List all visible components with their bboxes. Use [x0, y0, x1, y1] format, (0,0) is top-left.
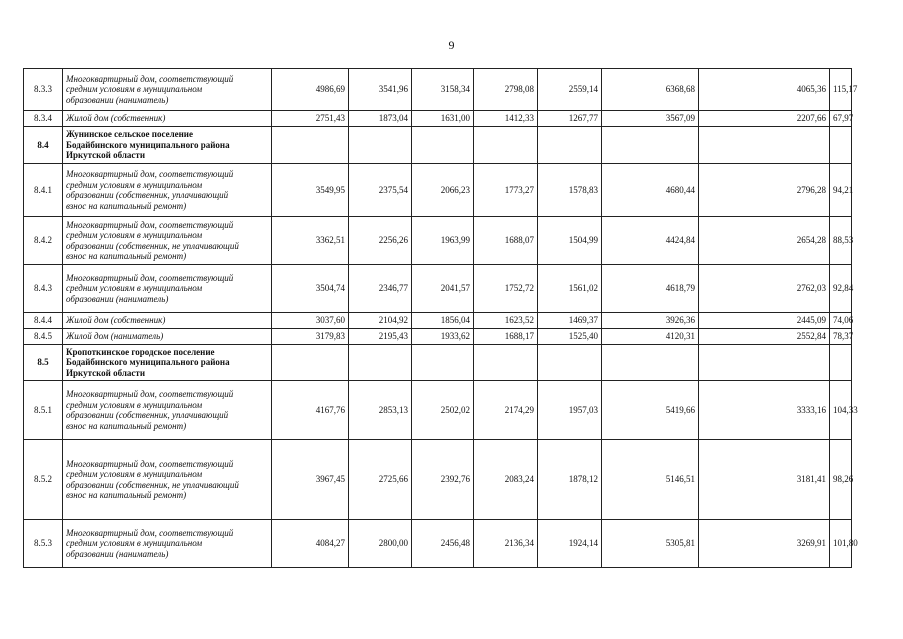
row-description: [63, 111, 272, 127]
description-line: средним условиям в муниципальном: [66, 179, 203, 190]
value-cell: 1623,52: [474, 313, 538, 329]
value-cell: [349, 345, 412, 381]
description-line: образовании (наниматель): [66, 548, 169, 559]
table-row: [24, 520, 852, 568]
value-cell: 2456,48: [412, 520, 474, 568]
value-cell: 5146,51: [602, 440, 699, 520]
description-line: Иркутской области: [66, 367, 146, 378]
table-row: [24, 69, 852, 111]
description-line: образовании (собственник, не уплачивающий: [66, 479, 239, 490]
value-cell: 4424,84: [602, 217, 699, 265]
row-code: 8.5.2: [24, 440, 63, 520]
value-cell: 2559,14: [538, 69, 602, 111]
description-line: образовании (собственник, не уплачивающий: [66, 240, 239, 251]
row-description: [63, 313, 272, 329]
value-cell: 3037,60: [272, 313, 349, 329]
value-cell: 2256,26: [349, 217, 412, 265]
value-cell: 3926,36: [602, 313, 699, 329]
value-cell: [538, 127, 602, 164]
value-cell: 1856,04: [412, 313, 474, 329]
value-cell: [602, 345, 699, 381]
row-code: 8.5.1: [24, 381, 63, 440]
value-cell: [830, 127, 852, 164]
table-row: [24, 440, 852, 520]
value-cell: 1561,02: [538, 265, 602, 313]
value-cell: [412, 127, 474, 164]
value-cell: 4120,31: [602, 329, 699, 345]
row-description: [63, 520, 272, 568]
description-line: Жилой дом (собственник): [66, 315, 166, 326]
value-cell: 2375,54: [349, 164, 412, 217]
description-line: Многоквартирный дом, соответствующий: [66, 527, 234, 538]
value-cell: 4065,36: [699, 69, 830, 111]
value-cell: 2104,92: [349, 313, 412, 329]
value-cell: 2066,23: [412, 164, 474, 217]
value-cell: 2136,34: [474, 520, 538, 568]
description-line: Многоквартирный дом, соответствующий: [66, 389, 234, 399]
value-cell: 1631,00: [412, 111, 474, 127]
value-cell: [474, 127, 538, 164]
value-cell: 2751,43: [272, 111, 349, 127]
row-code: 8.4.3: [24, 265, 63, 313]
value-cell: 3158,34: [412, 69, 474, 111]
table-row: [24, 329, 852, 345]
value-cell: 2725,66: [349, 440, 412, 520]
value-cell: 4680,44: [602, 164, 699, 217]
value-cell: 2392,76: [412, 440, 474, 520]
row-description: [63, 440, 272, 520]
value-cell: 6368,68: [602, 69, 699, 111]
value-cell: 3504,74: [272, 265, 349, 313]
value-cell: 94,21: [830, 164, 852, 217]
description-line: образовании (наниматель): [66, 94, 169, 105]
value-cell: [474, 345, 538, 381]
row-code: 8.3.3: [24, 69, 63, 111]
table-row: [24, 265, 852, 313]
value-cell: 3179,83: [272, 329, 349, 345]
description-line: взнос на капитальный ремонт): [66, 200, 187, 211]
value-cell: 1957,03: [538, 381, 602, 440]
value-cell: 98,26: [830, 440, 852, 520]
description-line: образовании (наниматель): [66, 293, 169, 304]
value-cell: 2654,28: [699, 217, 830, 265]
description-line: Кропоткинское городское поселение: [66, 346, 215, 357]
value-cell: 3362,51: [272, 217, 349, 265]
section-row: [24, 345, 852, 381]
table-row: [24, 217, 852, 265]
value-cell: 2195,43: [349, 329, 412, 345]
description-line: Многоквартирный дом, соответствующий: [66, 73, 234, 84]
value-cell: 2798,08: [474, 69, 538, 111]
description-line: взнос на капитальный ремонт): [66, 251, 187, 261]
value-cell: 115,17: [830, 69, 852, 111]
value-cell: 92,84: [830, 265, 852, 313]
value-cell: 2041,57: [412, 265, 474, 313]
row-code: 8.4.5: [24, 329, 63, 345]
value-cell: 4618,79: [602, 265, 699, 313]
value-cell: [349, 127, 412, 164]
value-cell: 1752,72: [474, 265, 538, 313]
description-line: Многоквартирный дом, соответствующий: [66, 219, 234, 230]
row-description: [63, 69, 272, 111]
description-line: Многоквартирный дом, соответствующий: [66, 169, 234, 179]
value-cell: 2800,00: [349, 520, 412, 568]
value-cell: [699, 127, 830, 164]
value-cell: 88,53: [830, 217, 852, 265]
value-cell: 2762,03: [699, 265, 830, 313]
value-cell: 78,37: [830, 329, 852, 345]
value-cell: 5419,66: [602, 381, 699, 440]
table-row: [24, 164, 852, 217]
value-cell: 1578,83: [538, 164, 602, 217]
row-description: [63, 345, 272, 381]
description-line: образовании (собственник, уплачивающий: [66, 190, 229, 200]
table-row: [24, 381, 852, 440]
value-cell: 1873,04: [349, 111, 412, 127]
description-line: Бодайбинского муниципального района: [66, 357, 230, 368]
value-cell: [272, 345, 349, 381]
value-cell: [602, 127, 699, 164]
value-cell: 4986,69: [272, 69, 349, 111]
value-cell: 1469,37: [538, 313, 602, 329]
value-cell: 2853,13: [349, 381, 412, 440]
value-cell: 1688,17: [474, 329, 538, 345]
value-cell: 1504,99: [538, 217, 602, 265]
value-cell: 1963,99: [412, 217, 474, 265]
row-description: [63, 127, 272, 164]
table-row: [24, 313, 852, 329]
row-description: [63, 164, 272, 217]
row-code: 8.5.3: [24, 520, 63, 568]
row-code: 8.4.4: [24, 313, 63, 329]
row-code: 8.4: [24, 127, 63, 164]
value-cell: 104,33: [830, 381, 852, 440]
value-cell: 4167,76: [272, 381, 349, 440]
description-line: средним условиям в муниципальном: [66, 469, 203, 479]
value-cell: 5305,81: [602, 520, 699, 568]
value-cell: 101,80: [830, 520, 852, 568]
value-cell: 67,97: [830, 111, 852, 127]
description-line: Жунинское сельское поселение: [66, 129, 193, 140]
description-line: средним условиям в муниципальном: [66, 230, 203, 240]
value-cell: 1924,14: [538, 520, 602, 568]
value-cell: 1878,12: [538, 440, 602, 520]
value-cell: 2502,02: [412, 381, 474, 440]
page-number: 9: [448, 38, 455, 52]
table-row: [24, 111, 852, 127]
row-code: 8.5: [24, 345, 63, 381]
value-cell: 3333,16: [699, 381, 830, 440]
value-cell: [538, 345, 602, 381]
row-description: [63, 265, 272, 313]
row-description: [63, 217, 272, 265]
row-description: [63, 329, 272, 345]
value-cell: 3967,45: [272, 440, 349, 520]
row-code: 8.4.1: [24, 164, 63, 217]
value-cell: 3181,41: [699, 440, 830, 520]
value-cell: 2346,77: [349, 265, 412, 313]
value-cell: [830, 345, 852, 381]
description-line: взнос на капитальный ремонт): [66, 420, 187, 431]
description-line: Жилой дом (собственник): [66, 113, 166, 124]
value-cell: [272, 127, 349, 164]
description-line: средним условиям в муниципальном: [66, 538, 203, 549]
value-cell: 1933,62: [412, 329, 474, 345]
description-line: средним условиям в муниципальном: [66, 84, 203, 95]
description-line: Иркутской области: [66, 150, 146, 161]
description-line: Жилой дом (наниматель): [66, 331, 164, 342]
tariff-table: [23, 68, 858, 568]
value-cell: 3567,09: [602, 111, 699, 127]
value-cell: 3541,96: [349, 69, 412, 111]
value-cell: 74,06: [830, 313, 852, 329]
description-line: Бодайбинского муниципального района: [66, 139, 230, 150]
row-description: [63, 381, 272, 440]
value-cell: [699, 345, 830, 381]
value-cell: 2207,66: [699, 111, 830, 127]
value-cell: 2445,09: [699, 313, 830, 329]
value-cell: 2083,24: [474, 440, 538, 520]
value-cell: 1525,40: [538, 329, 602, 345]
description-line: Многоквартирный дом, соответствующий: [66, 458, 234, 469]
row-code: 8.3.4: [24, 111, 63, 127]
value-cell: 1267,77: [538, 111, 602, 127]
value-cell: [412, 345, 474, 381]
value-cell: 1412,33: [474, 111, 538, 127]
description-line: взнос на капитальный ремонт): [66, 490, 187, 500]
value-cell: 1773,27: [474, 164, 538, 217]
value-cell: 2174,29: [474, 381, 538, 440]
description-line: Многоквартирный дом, соответствующий: [66, 272, 234, 283]
value-cell: 1688,07: [474, 217, 538, 265]
description-line: образовании (собственник, уплачивающий: [66, 410, 229, 420]
value-cell: 2796,28: [699, 164, 830, 217]
value-cell: 3269,91: [699, 520, 830, 568]
value-cell: 3549,95: [272, 164, 349, 217]
table-body: [24, 69, 858, 568]
description-line: средним условиям в муниципальном: [66, 283, 203, 294]
value-cell: 4084,27: [272, 520, 349, 568]
value-cell: 2552,84: [699, 329, 830, 345]
section-row: [24, 127, 852, 164]
description-line: средним условиям в муниципальном: [66, 399, 203, 410]
row-code: 8.4.2: [24, 217, 63, 265]
